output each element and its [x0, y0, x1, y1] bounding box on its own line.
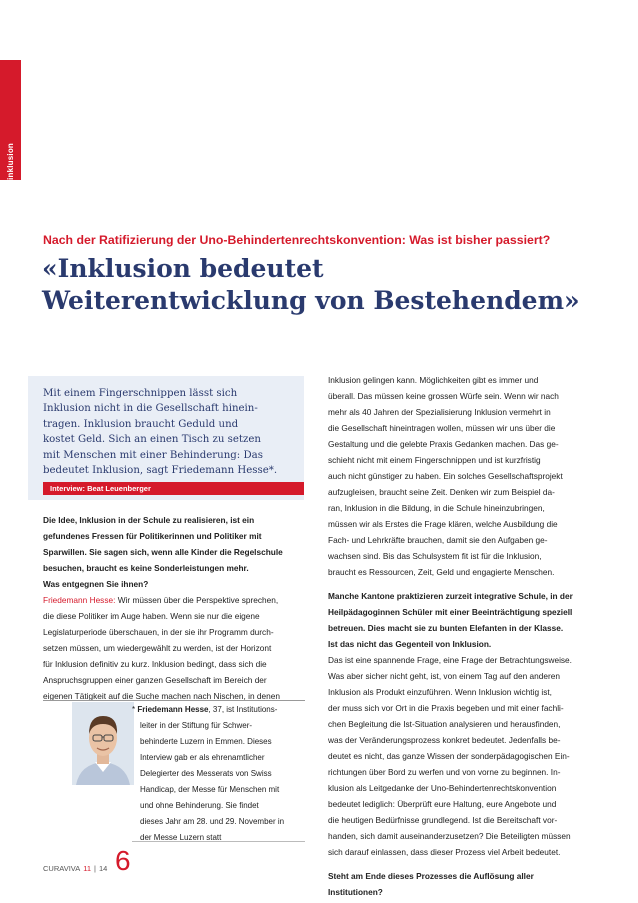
- body-line: bedeutet lediglich: Überprüft eure Haltung, eure Angebote und: [328, 799, 557, 809]
- caption-line: der Messe Luzern statt: [140, 833, 222, 842]
- caption-line: und ohne Behinderung. Sie findet: [140, 801, 259, 810]
- body-line: Das ist eine spannende Frage, eine Frage der Betrachtungsweise.: [328, 655, 572, 665]
- caption-line: dieses Jahr am 28. und 29. November in: [140, 817, 285, 826]
- section-tab-label: inklusion: [6, 143, 15, 180]
- body-line: aufzugleisen, braucht seine Zeit. Denken wir zum Beispiel da-: [328, 487, 555, 497]
- answer-line: Legislaturperiode überschauen, in der sie ihr Programm durch-: [43, 627, 274, 637]
- kicker: Nach der Ratifizierung der Uno-Behindertenrechtskonvention: Was ist bisher passiert?: [43, 233, 551, 247]
- footer-year: 14: [98, 864, 108, 873]
- caption-star: *: [132, 705, 138, 714]
- question-line: Manche Kantone praktizieren zurzeit integrative Schule, in der: [328, 591, 573, 601]
- question: Was entgegnen Sie ihnen?: [43, 579, 149, 589]
- body-line: überall. Das müssen keine grossen Würfe sein. Wenn wir nach: [328, 391, 559, 401]
- body-line: Inklusion gelingen kann. Möglichkeiten gibt es immer und: [328, 375, 539, 385]
- body-line: richtungen über Bord zu werfen und von vorne zu beginnen. In-: [328, 767, 561, 777]
- body-line: mehr als 40 Jahren der Spezialisierung Inklusion vermehrt in: [328, 407, 551, 417]
- column-right: [328, 372, 593, 900]
- interview-byline: Interview: Beat Leuenberger: [43, 482, 304, 495]
- headline-line: Weiterentwicklung von Bestehendem»: [42, 286, 580, 315]
- answer-line: setzen müssen, um wiedergewählt zu werden, ist der Horizont: [43, 643, 272, 653]
- lead-line: kostet Geld. Sich an einen Tisch zu setzen: [43, 434, 261, 446]
- caption-rule: [43, 700, 305, 701]
- headline: [42, 253, 612, 317]
- body-line: auch nicht günstiger zu haben. Ein solches Gesellschaftsprojekt: [328, 471, 563, 481]
- answer-line: Anspruchsgruppen einer ganzen Gesellschaft im Bereich der: [43, 675, 267, 685]
- lead-line: tragen. Inklusion braucht Geduld und: [43, 418, 239, 430]
- body-line: chen Begleitung die Ist-Situation analysieren und herausfinden,: [328, 719, 561, 729]
- answer-line: die diese Politiker im Auge haben. Wenn sie nur die eigene: [43, 611, 260, 621]
- body-line: Was aber sicher nicht geht, ist, von einem Tag auf den anderen: [328, 671, 560, 681]
- body-line: die heutigen Bedürfnisse grundlegend. Ist die Bereitschaft vor-: [328, 815, 558, 825]
- answer-first-line: [43, 592, 305, 608]
- body-line: Inklusion als Produkt einzuführen. Wenn Inklusion wichtig ist,: [328, 687, 552, 697]
- caption-text: , 37, ist Institutions-: [208, 705, 278, 714]
- portrait-photo: [72, 702, 134, 785]
- caption-line: leiter in der Stiftung für Schwer-: [140, 721, 253, 730]
- lead-line: mit Menschen mit einer Behinderung: Das: [43, 449, 263, 461]
- intro-line: Die Idee, Inklusion in der Schule zu realisieren, ist ein: [43, 515, 255, 525]
- speaker-name: Friedemann Hesse:: [43, 595, 116, 605]
- body-line: deutet es nicht, das ganze Wissen der sonderpädagogischen Ein-: [328, 751, 570, 761]
- question-line: Steht am Ende dieses Prozesses die Auflösung aller: [328, 871, 534, 881]
- question-line: Heilpädagoginnen Schüler mit einer Beeinträchtigung speziell: [328, 607, 573, 617]
- body-line: braucht es Ressourcen, Zeit, Geld und engagierte Menschen.: [328, 567, 555, 577]
- caption-line: Handicap, der Messe für Menschen mit: [140, 785, 280, 794]
- question-line: betreuen. Dies macht sie zu bunten Elefanten in der Klasse.: [328, 623, 564, 633]
- body-line: sich darauf einlassen, dass dieser Prozess viel Arbeit bedeutet.: [328, 847, 561, 857]
- body-line: was der Veränderungsprozess konkret bedeutet. Jedenfalls be-: [328, 735, 561, 745]
- answer-line: eigenen Tätigkeit auf die Suche machen nach Nischen, in denen: [43, 691, 280, 701]
- intro-line: Sparwillen. Sie sagen sich, wenn alle Kinder die Regelschule: [43, 547, 283, 557]
- column-left: [43, 512, 305, 704]
- body-line: ran, Inklusion in die Bildung, in die Schule hineinzubringen,: [328, 503, 545, 513]
- caption-line: behinderte Luzern in Emmen. Dieses: [140, 737, 272, 746]
- body-line: müssen wir als Erstes die Frage klären, welche Ausbildung die: [328, 519, 558, 529]
- footer: [43, 864, 107, 873]
- body-line: schieht nicht mit einem Fingerschnippen und ist kurzfristig: [328, 455, 541, 465]
- intro-line: gefundenes Fressen für Politikerinnen und Politiker mit: [43, 531, 262, 541]
- question-line: Institutionen?: [328, 887, 383, 897]
- headline-line: «Inklusion bedeutet: [42, 254, 324, 283]
- intro-line: besuchen, braucht es keine Sonderleistungen mehr.: [43, 563, 249, 573]
- portrait-caption: [132, 702, 312, 846]
- body-line: handen, sich damit auseinanderzusetzen? Die Beteiligten müssen: [328, 831, 571, 841]
- answer-text: Wir müssen über die Perspektive sprechen,: [115, 595, 279, 605]
- body-line: wachsen sind. Bis das Schulsystem fit ist für die Inklusion,: [328, 551, 542, 561]
- question-line: Ist das nicht das Gegenteil von Inklusion.: [328, 639, 492, 649]
- answer-line: für Inklusion definitiv zu kurz. Inklusion bedingt, dass sich die: [43, 659, 267, 669]
- caption-line: Interview gab er als ehrenamtlicher: [140, 753, 265, 762]
- caption-name: Friedemann Hesse: [137, 705, 209, 714]
- lead-line: Mit einem Fingerschnippen lässt sich: [43, 388, 238, 399]
- footer-separator: |: [94, 864, 96, 873]
- caption-bottom-rule: [132, 841, 305, 842]
- caption-line: Delegierter des Messerats von Swiss: [140, 769, 272, 778]
- body-line: klusion als Leitgedanke der Uno-Behindertenrechtskonvention: [328, 783, 557, 793]
- lead-text: [43, 386, 293, 478]
- lead-line: bedeutet Inklusion, sagt Friedemann Hesse*.: [43, 465, 278, 477]
- caption-first-line: [132, 702, 312, 718]
- page-number: 6: [115, 845, 131, 876]
- body-line: der muss sich vor Ort in die Praxis begeben und mit einer fachli-: [328, 703, 564, 713]
- lead-line: Inklusion nicht in die Gesellschaft hinein-: [43, 403, 258, 415]
- footer-issue: 11: [83, 864, 92, 873]
- footer-brand: CURAVIVA: [43, 864, 81, 873]
- body-line: Gestaltung und die gelebte Praxis Gedanken machen. Das ge-: [328, 439, 559, 449]
- section-tab: [0, 60, 21, 180]
- body-line: Fach- und Lehrkräfte brauchen, damit sie den Aufgaben ge-: [328, 535, 548, 545]
- body-line: die Gesellschaft hineintragen wollen, müssen wir uns über die: [328, 423, 556, 433]
